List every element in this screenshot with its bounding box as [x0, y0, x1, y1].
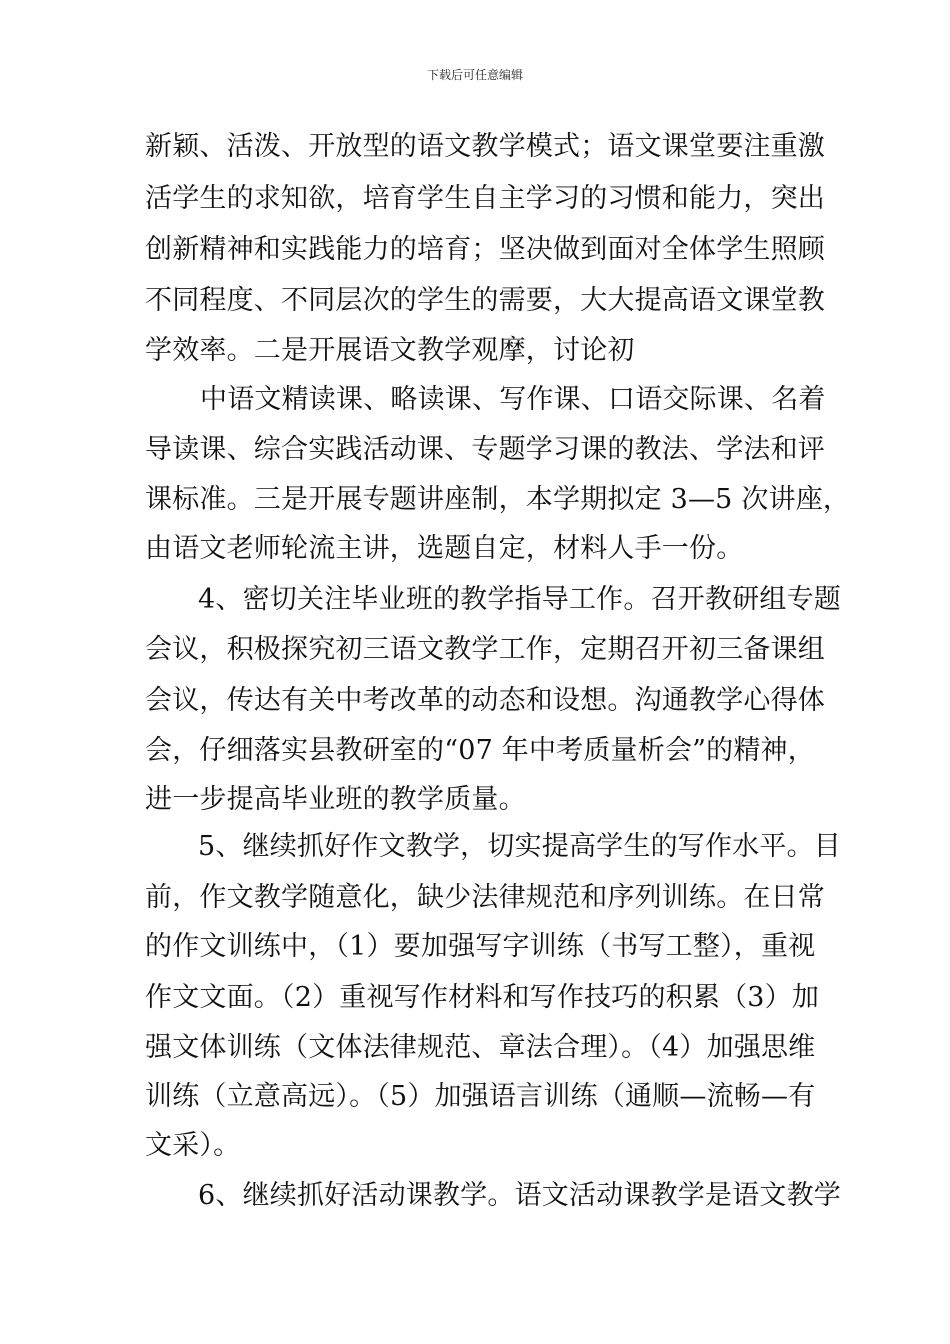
text-line: 中语文精读课、略读课、写作课、口语交际课、名着	[200, 384, 826, 415]
text-line: 新颖、活泼、开放型的语文教学模式；语文课堂要注重激	[145, 131, 825, 162]
text-line: 的作文训练中，（1）要加强写字训练（书写工整），重视	[145, 931, 816, 962]
text-line: 由语文老师轮流主讲，选题自定，材料人手一份。	[145, 533, 744, 564]
text-line: 创新精神和实践能力的培育；坚决做到面对全体学生照顾	[145, 234, 825, 265]
text-line: 进一步提高毕业班的教学质量。	[145, 784, 526, 815]
text-line: 文采）。	[145, 1130, 241, 1161]
text-line: 强文体训练（文体法律规范、章法合理）。（4）加强思维	[145, 1032, 816, 1063]
text-line: 6、继续抓好活动课教学。语文活动课教学是语文教学	[198, 1180, 841, 1211]
text-line: 作文文面。（2）重视写作材料和写作技巧的积累（3）加	[145, 982, 820, 1013]
text-line: 会议，传达有关中考改革的动态和设想。沟通教学心得体	[145, 685, 825, 716]
text-line: 前，作文教学随意化，缺少法律规范和序列训练。在日常	[145, 882, 825, 913]
text-line: 会，仔细落实县教研室的“07 年中考质量析会”的精神，	[145, 735, 815, 766]
text-line: 课标准。三是开展专题讲座制，本学期拟定 3—5 次讲座，	[145, 484, 851, 515]
text-line: 学效率。二是开展语文教学观摩，讨论初	[145, 335, 635, 366]
text-line: 会议，积极探究初三语文教学工作，定期召开初三备课组	[145, 634, 825, 665]
text-line: 导读课、综合实践活动课、专题学习课的教法、学法和评	[145, 434, 825, 465]
text-line: 4、密切关注毕业班的教学指导工作。召开教研组专题	[198, 584, 841, 615]
page-header: 下载后可任意编辑	[426, 68, 523, 82]
text-line: 不同程度、不同层次的学生的需要，大大提高语文课堂教	[145, 285, 825, 316]
text-line: 活学生的求知欲，培育学生自主学习的习惯和能力，突出	[145, 183, 825, 214]
text-line: 训练（立意高远）。（5）加强语言训练（通顺—流畅—有	[145, 1081, 816, 1112]
text-line: 5、继续抓好作文教学，切实提高学生的写作水平。目	[198, 831, 841, 862]
